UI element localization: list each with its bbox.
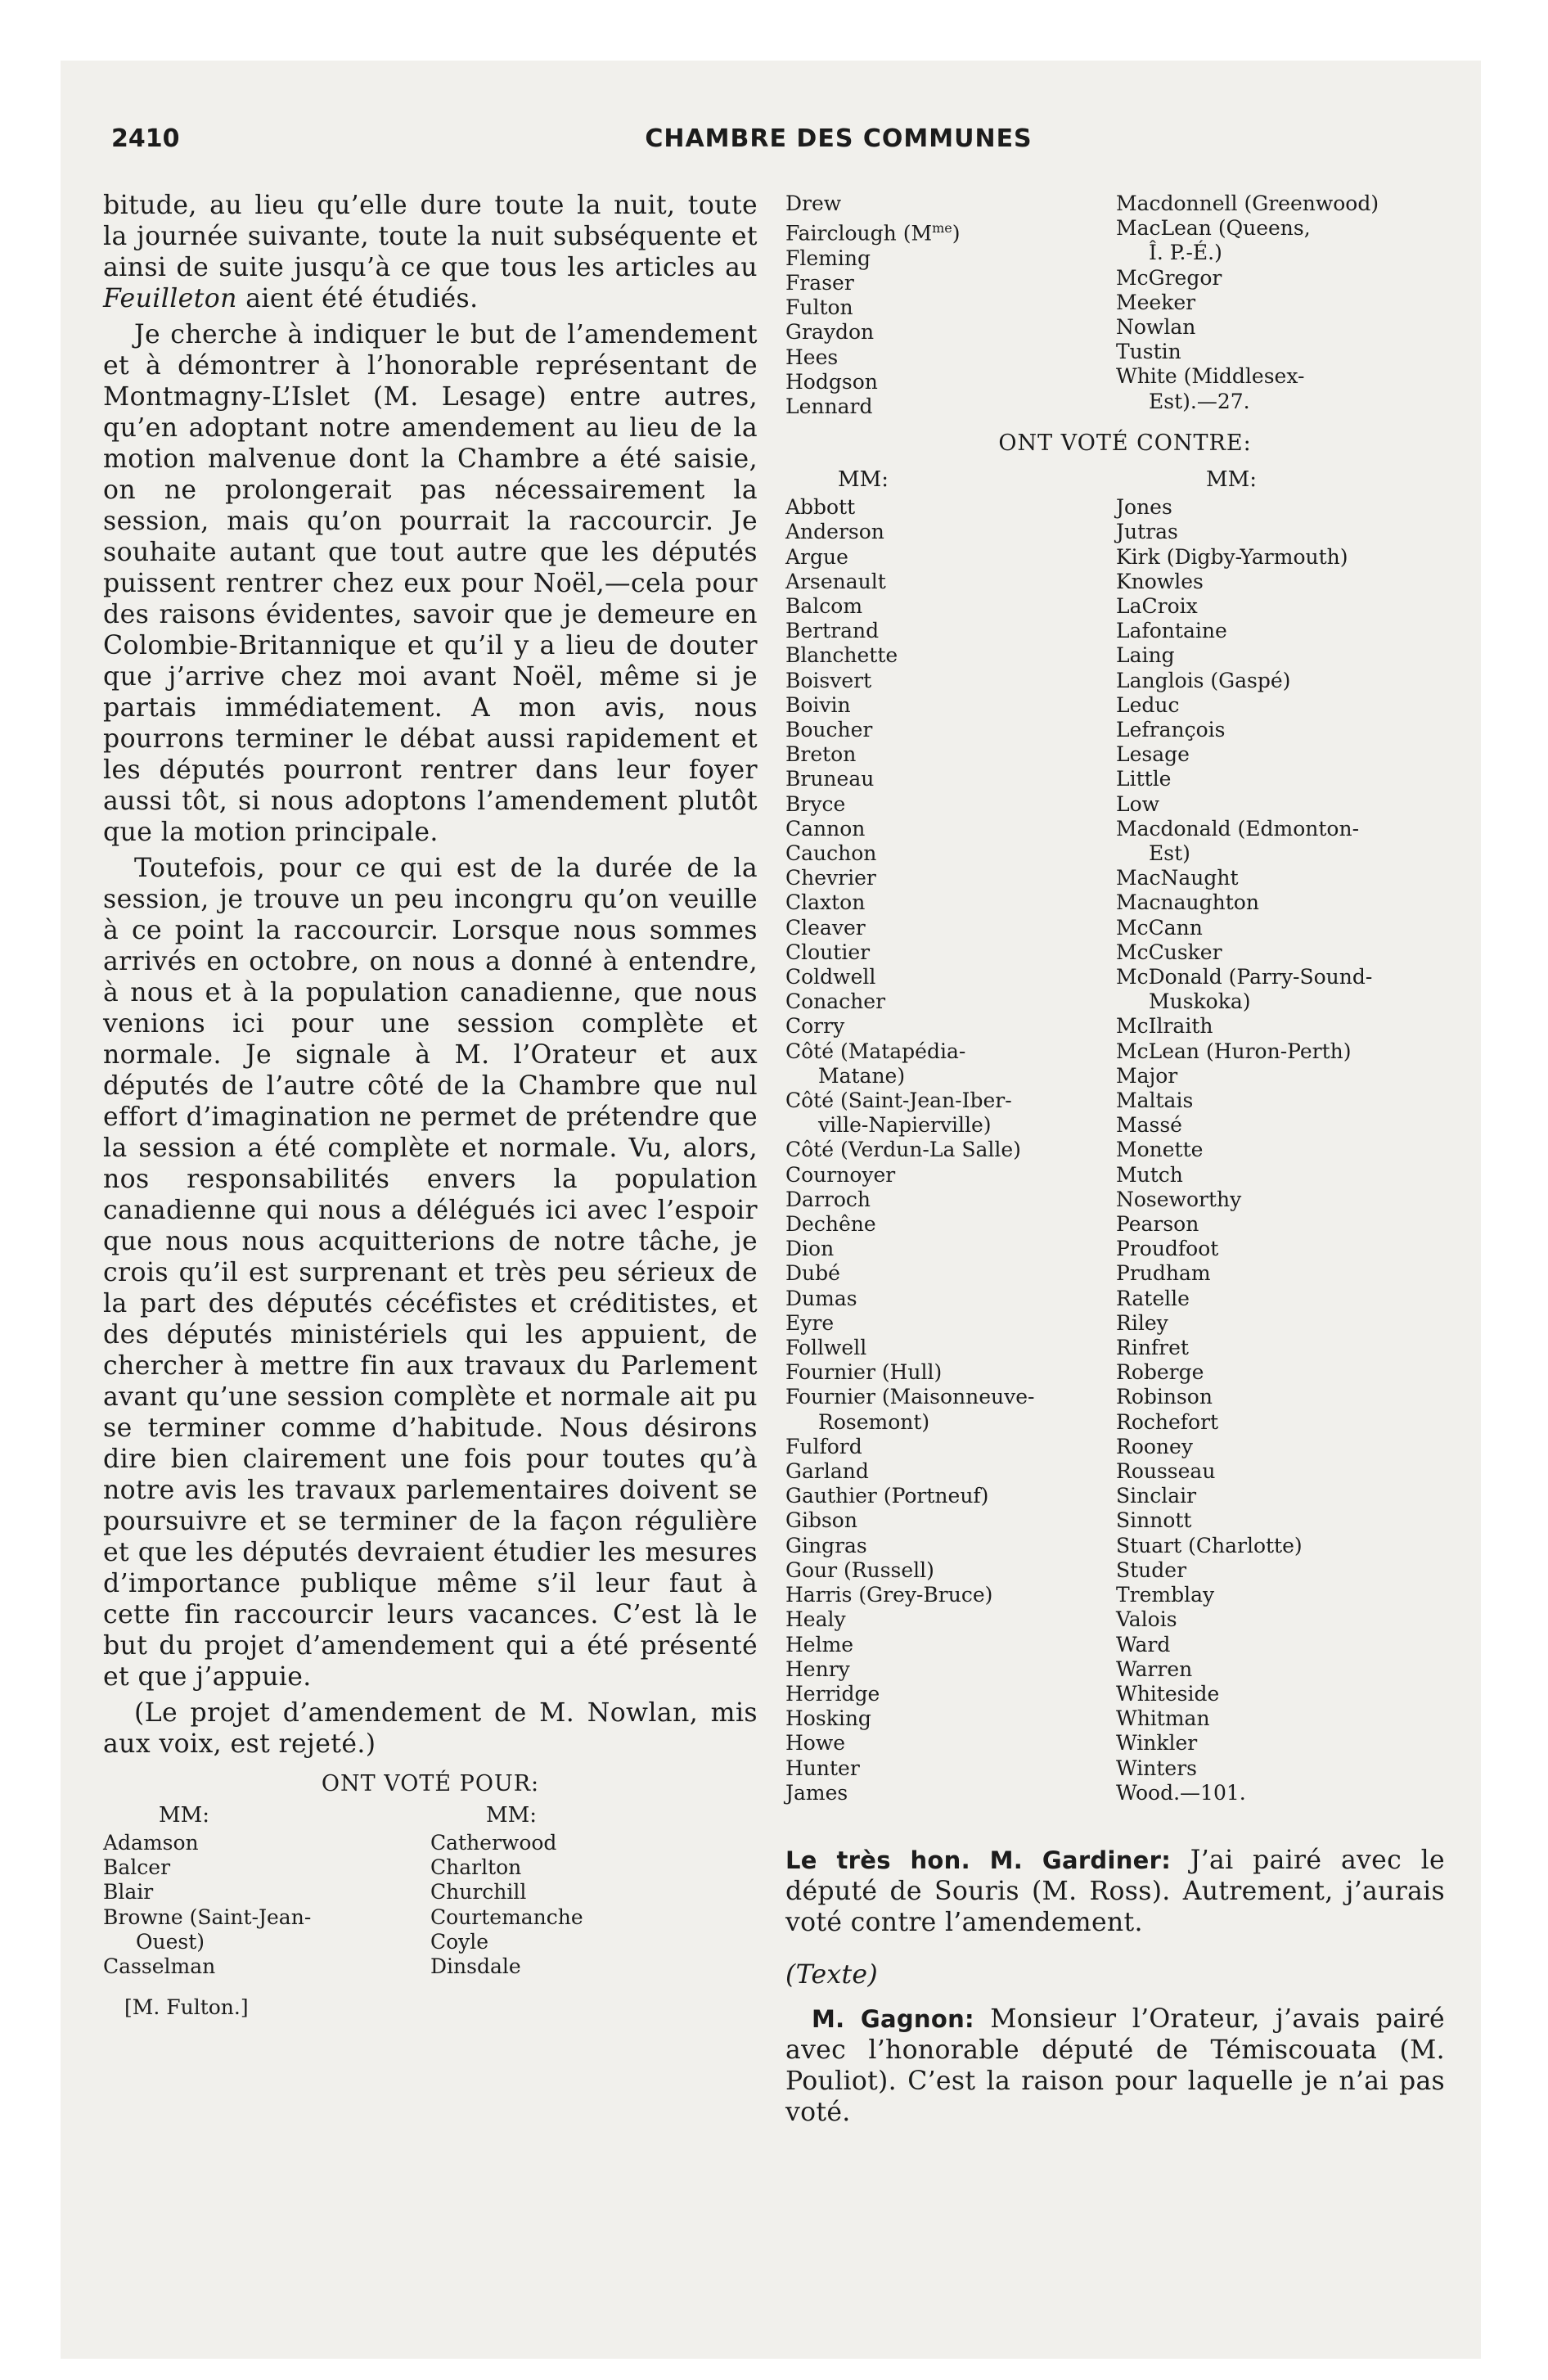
vote-for-col-1 — [103, 1831, 430, 1979]
member-name: Boivin — [785, 692, 851, 717]
member-name: Dinsdale — [430, 1954, 521, 1979]
member-name: Ward — [1116, 1632, 1171, 1657]
member-name: Côté (Verdun-La Salle) — [785, 1138, 1021, 1162]
member-name: Fournier (Maisonneuve- — [785, 1385, 1035, 1409]
member-name: Cloutier — [785, 940, 871, 964]
member-name: Balcer — [103, 1855, 171, 1880]
member-name: Charlton — [430, 1855, 522, 1880]
member-name: Arsenault — [785, 569, 886, 593]
member-name: Est).—27. — [1149, 389, 1250, 413]
member-name: LaCroix — [1116, 593, 1198, 618]
member-name: Adamson — [103, 1831, 199, 1855]
member-name: Fulton — [785, 295, 853, 320]
member-name: Macdonnell (Greenwood) — [1116, 192, 1379, 215]
member-name: Boisvert — [785, 668, 872, 692]
member-name: Claxton — [785, 890, 866, 915]
page-header — [111, 124, 1033, 170]
member-name: Langlois (Gaspé) — [1116, 668, 1291, 692]
member-name: Jutras — [1116, 520, 1178, 544]
member-name: Hosking — [785, 1706, 871, 1731]
member-name: Lesage — [1116, 742, 1190, 767]
member-name: Muskoka) — [1149, 989, 1251, 1014]
member-name: Gingras — [785, 1533, 867, 1557]
member-name: Casselman — [103, 1954, 216, 1979]
member-name: Garland — [785, 1459, 869, 1484]
member-name: Côté (Saint-Jean-Iber- — [785, 1089, 1012, 1113]
member-name: Whitman — [1116, 1706, 1210, 1731]
member-name: Rooney — [1116, 1434, 1193, 1458]
member-name: Coyle — [430, 1929, 489, 1954]
member-name: Lennard — [785, 394, 873, 418]
member-name: ville-Napierville) — [818, 1113, 992, 1138]
member-name: Abbott — [785, 495, 856, 520]
paragraph-4: (Le projet d’amendement de M. Nowlan, mis aux voix, est rejeté.) — [103, 1698, 758, 1759]
member-name: Howe — [785, 1731, 846, 1756]
gagnon-statement: M. Gagnon: Monsieur l’Orateur, j’avais pairé avec l’honorable député de Témiscouata (M. Pouliot). C’est la raison pour laquelle je n’ai pas voté. — [785, 2004, 1445, 2127]
member-name: Boucher — [785, 717, 873, 741]
member-name: MacLean (Queens, — [1116, 216, 1311, 241]
member-name: Tustin — [1116, 340, 1181, 364]
member-name: Coldwell — [785, 965, 876, 989]
member-name: Blanchette — [785, 643, 898, 668]
member-name: Low — [1116, 791, 1160, 816]
member-name: Breton — [785, 742, 857, 767]
member-name: Helme — [785, 1632, 854, 1657]
member-name: Massé — [1116, 1113, 1182, 1138]
mm-label: MM: — [838, 467, 889, 493]
running-title: CHAMBRE DES COMMUNES — [645, 124, 1033, 153]
mm-label: MM: — [159, 1803, 210, 1828]
paragraph-1: bitude, au lieu qu’elle dure toute la nuit, toute la journée suivante, toute la nuit subséquente et ainsi de suite jusqu’à ce que tous les articles au Feuilleton aient été étudiés. — [103, 191, 758, 313]
member-name: Dechêne — [785, 1212, 876, 1237]
member-name: Î. P.-É.) — [1149, 241, 1222, 265]
member-name: Kirk (Digby-Yarmouth) — [1116, 544, 1348, 569]
mm-label: MM: — [486, 1803, 538, 1828]
member-name: Mutch — [1116, 1162, 1183, 1187]
member-name: Rousseau — [1116, 1459, 1216, 1484]
vote-against-col-1 — [785, 495, 1116, 1805]
speaker-note: [M. Fulton.] — [124, 1995, 249, 2020]
member-name: Cauchon — [785, 841, 877, 865]
member-name: Follwell — [785, 1336, 867, 1360]
member-name: Wood.—101. — [1116, 1780, 1246, 1805]
member-name: Dion — [785, 1237, 835, 1261]
member-name: Studer — [1116, 1557, 1187, 1582]
member-name: Macdonald (Edmonton- — [1116, 816, 1360, 841]
member-name: Pearson — [1116, 1212, 1199, 1237]
member-name: Ouest) — [136, 1929, 205, 1954]
member-name: Winkler — [1116, 1731, 1198, 1756]
member-name: McGregor — [1116, 265, 1222, 290]
member-name: Bertrand — [785, 619, 880, 643]
member-name: Eyre — [785, 1310, 835, 1335]
vote-for-continued — [785, 192, 1465, 419]
member-name: Blair — [103, 1880, 154, 1904]
member-name: Graydon — [785, 320, 875, 345]
member-name: Macnaughton — [1116, 890, 1259, 915]
member-name: McDonald (Parry-Sound- — [1116, 965, 1373, 989]
member-name: Sinnott — [1116, 1508, 1192, 1533]
member-name: Churchill — [430, 1880, 527, 1904]
member-name: Lafontaine — [1116, 619, 1227, 643]
member-name: MacNaught — [1116, 866, 1239, 890]
vote-for-col-2 — [430, 1831, 758, 1979]
member-name: Bruneau — [785, 767, 875, 791]
member-name: Matane) — [818, 1063, 906, 1088]
member-name: Major — [1116, 1063, 1178, 1088]
member-name: Tremblay — [1116, 1583, 1215, 1607]
member-name: Healy — [785, 1607, 846, 1632]
member-name: Riley — [1116, 1310, 1168, 1335]
member-name: Fournier (Hull) — [785, 1360, 943, 1385]
member-name: White (Middlesex- — [1116, 364, 1305, 389]
paragraph-2: Je cherche à indiquer le but de l’amendement et à démontrer à l’honorable représentant de Montmagny-L’Islet (M. Lesage) entre autres, qu’en adoptant notre amendement au lieu de la motion malvenue dont la Chambre a été saisie, on ne prolongerait pas nécessairement la session, mais qu’on pourrait la raccourcir. Je souhaite autant que tout autre que les députés puissent rentrer chez eux pour Noël,—cela pour des raisons évidentes, savoir que je demeure en Colombie-Britannique et qu’il y a lieu de douter que j’arrive chez moi avant Noël, même si je partais immédiatement. A mon avis, nous pourrons terminer le débat aussi rapidement et les députés pourront rentrer dans leur foyer aussi tôt, si nous adoptons l’amendement plutôt que la motion principale. — [103, 320, 758, 847]
vote-against-lists — [785, 467, 1465, 1805]
member-name: Gour (Russell) — [785, 1557, 934, 1582]
vote-for-heading: ONT VOTÉ POUR: — [321, 1771, 540, 1796]
member-name: McCusker — [1116, 940, 1222, 964]
vote-against-col-2 — [1116, 495, 1465, 1805]
member-name: Monette — [1116, 1138, 1204, 1162]
member-name: Rochefort — [1116, 1409, 1219, 1434]
member-name: Fraser — [785, 270, 854, 295]
feuilleton-term: Feuilleton — [103, 284, 237, 313]
member-name: Gibson — [785, 1508, 857, 1533]
paragraph-3: Toutefois, pour ce qui est de la durée de la session, je trouve un peu incongru qu’on veuille à ce point la raccourcir. Lorsque nous sommes arrivés en octobre, on nous a donné à entendre, à nous et à la population canadienne, que nous venions ici pour une session complète et normale. Je signale à M. l’Orateur et aux députés de l’autre côté de la Chambre que nul effort d’imagination ne permet de prétendre que la session a été complète et normale. Vu, alors, nos responsabilités envers la population canadienne qui nous a délégués ici avec l’espoir que nous nous acquitterions de notre tâche, je crois qu’il est surprenant et très peu sérieux de la part des députés cécéfistes et créditistes, et des députés ministériels qui les appuient, de chercher à mettre fin aux travaux du Parlement avant qu’une session complète et normale ait pu se terminer comme d’habitude. Nous désirons dire bien clairement une fois pour toutes qu’à notre avis les travaux parlementaires doivent se poursuivre et se terminer de la façon régulière et que les députés devraient étudier les mesures d’importance publique même s’il leur faut à cette fin raccourcir leurs vacances. C’est là le but du projet d’amendement qui a été présenté et que j’appuie. — [103, 854, 758, 1692]
member-name: Lefrançois — [1116, 717, 1226, 741]
speaker-gardiner: Le très hon. M. Gardiner: — [785, 1846, 1172, 1874]
vote-for-block-2 — [430, 1803, 758, 1979]
member-name: McIlraith — [1116, 1014, 1213, 1039]
member-name: Knowles — [1116, 569, 1204, 593]
vote-for-cont-col-1 — [785, 192, 1116, 419]
member-name: Stuart (Charlotte) — [1116, 1533, 1303, 1557]
member-name: Cleaver — [785, 915, 866, 940]
member-name: Bryce — [785, 791, 846, 816]
member-name: Courtemanche — [430, 1904, 583, 1929]
member-name: Noseworthy — [1116, 1187, 1242, 1211]
member-name: Est) — [1149, 841, 1190, 865]
member-name: Drew — [785, 192, 842, 215]
member-name: Gauthier (Portneuf) — [785, 1484, 989, 1508]
member-name: Roberge — [1116, 1360, 1204, 1385]
member-name: James — [785, 1780, 848, 1805]
member-name: Dubé — [785, 1261, 840, 1286]
member-name: Chevrier — [785, 866, 876, 890]
member-name: Rinfret — [1116, 1336, 1189, 1360]
member-name: Valois — [1116, 1607, 1177, 1632]
member-name: Harris (Grey-Bruce) — [785, 1583, 993, 1607]
member-name: Côté (Matapédia- — [785, 1039, 966, 1063]
member-name: Fulford — [785, 1434, 862, 1458]
member-name: Hees — [785, 345, 839, 369]
member-name: Dumas — [785, 1286, 857, 1310]
page-number: 2410 — [111, 124, 180, 153]
member-name: Prudham — [1116, 1261, 1211, 1286]
vote-against-heading: ONT VOTÉ CONTRE: — [998, 430, 1252, 457]
member-name: Herridge — [785, 1681, 880, 1706]
member-name: Nowlan — [1116, 315, 1196, 340]
member-name: Winters — [1116, 1756, 1197, 1780]
gardiner-statement: Le très hon. M. Gardiner: J’ai pairé avec le député de Souris (M. Ross). Autrement, j’aurais voté contre l’amendement. — [785, 1846, 1445, 1937]
member-name: Ratelle — [1116, 1286, 1190, 1310]
member-name: Sinclair — [1116, 1484, 1197, 1508]
member-name: Maltais — [1116, 1089, 1194, 1113]
member-name: Meeker — [1116, 290, 1196, 314]
member-name: Fleming — [785, 246, 871, 270]
member-name: McLean (Huron-Perth) — [1116, 1039, 1352, 1063]
member-name: Henry — [785, 1657, 850, 1681]
member-name: Jones — [1116, 495, 1172, 520]
vote-for-cont-col-2 — [1116, 192, 1465, 414]
member-name: Catherwood — [430, 1831, 557, 1855]
member-name: Hunter — [785, 1756, 860, 1780]
member-name: Anderson — [785, 520, 884, 544]
member-name: Laing — [1116, 643, 1175, 668]
member-name: Fairclough $(M^{me})$ — [785, 220, 961, 246]
member-name: Whiteside — [1116, 1681, 1220, 1706]
member-name: Warren — [1116, 1657, 1193, 1681]
vote-for-lists — [103, 1803, 758, 1979]
member-name: Cannon — [785, 816, 866, 841]
mm-label: MM: — [1206, 467, 1258, 493]
member-name: Darroch — [785, 1187, 871, 1211]
vote-for-block-1 — [103, 1803, 430, 1979]
member-name: Argue — [785, 544, 848, 569]
right-column — [785, 192, 1465, 1805]
member-name: Browne (Saint-Jean- — [103, 1904, 312, 1929]
member-name: Corry — [785, 1014, 845, 1039]
member-name: Rosemont) — [818, 1409, 930, 1434]
member-name: Leduc — [1116, 692, 1180, 717]
member-name: Robinson — [1116, 1385, 1213, 1409]
member-name: McCann — [1116, 915, 1203, 940]
member-name: Hodgson — [785, 369, 878, 394]
member-name: Proudfoot — [1116, 1237, 1219, 1261]
texte-label: (Texte) — [785, 1960, 878, 1990]
member-name: Cournoyer — [785, 1162, 896, 1187]
left-column — [103, 190, 758, 2019]
speaker-gagnon: M. Gagnon: — [812, 2005, 974, 2033]
member-name: Little — [1116, 767, 1172, 791]
member-name: Conacher — [785, 989, 886, 1014]
member-name: Balcom — [785, 593, 863, 618]
